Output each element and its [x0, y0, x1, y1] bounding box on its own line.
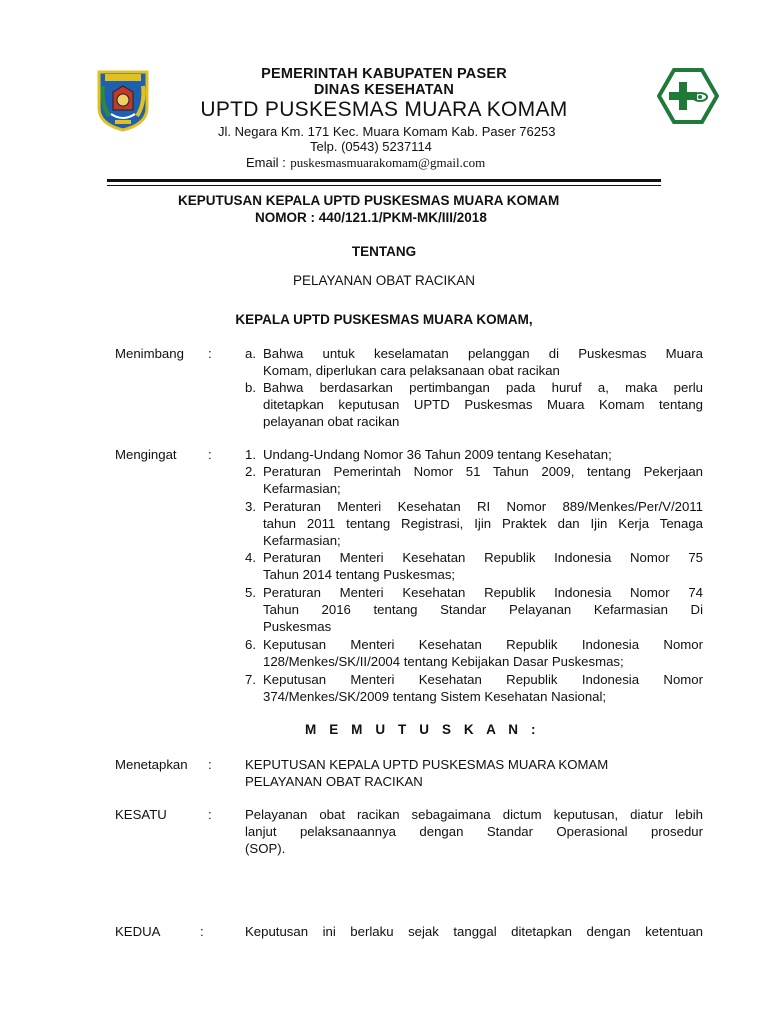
decree-subject: PELAYANAN OBAT RACIKAN: [292, 273, 476, 288]
menimbang-b-line-2: ditetapkan keputusan UPTD Puskesmas Muara Komam tentang: [263, 397, 703, 412]
menetapkan-line-1: KEPUTUSAN KEPALA UPTD PUSKESMAS MUARA KOMAM: [245, 757, 609, 772]
kesatu-label: KESATU: [115, 807, 167, 822]
mengingat-marker-4: 4.: [245, 550, 256, 565]
header-department: DINAS KESEHATAN: [313, 82, 455, 98]
header-government: PEMERINTAH KABUPATEN PASER: [261, 66, 507, 82]
mengingat-5-line-1: Peraturan Menteri Kesehatan Republik Indonesia Nomor 74: [263, 585, 703, 600]
mengingat-6-line-1: Keputusan Menteri Kesehatan Republik Indonesia Nomor: [263, 637, 703, 652]
menimbang-b-line-3: pelayanan obat racikan: [263, 414, 400, 429]
mengingat-4-line-1: Peraturan Menteri Kesehatan Republik Indonesia Nomor 75: [263, 550, 703, 565]
email-address: puskesmasmuarakomam@gmail.com: [290, 155, 486, 170]
kesatu-line-3: (SOP).: [245, 841, 286, 856]
header-institution: UPTD PUSKESMAS MUARA KOMAM: [200, 98, 568, 121]
menimbang-a-line-2: Komam, diperlukan cara pelaksanaan obat racikan: [263, 363, 560, 378]
menetapkan-colon: :: [208, 757, 212, 772]
mengingat-marker-3: 3.: [245, 499, 256, 514]
puskesmas-cross-logo-icon: [657, 68, 719, 124]
mengingat-7-line-2: 374/Menkes/SK/2009 tentang Sistem Kesehatan Nasional;: [263, 689, 607, 704]
mengingat-colon: :: [208, 447, 212, 462]
mengingat-label: Mengingat: [115, 447, 177, 462]
email-label: Email :: [246, 155, 286, 170]
mengingat-6-line-2: 128/Menkes/SK/II/2004 tentang Kebijakan Dasar Puskesmas;: [263, 654, 624, 669]
mengingat-marker-1: 1.: [245, 447, 256, 462]
mengingat-5-line-2: Tahun 2016 tentang Standar Pelayanan Kefarmasian Di: [263, 602, 703, 617]
decree-number: NOMOR : 440/121.1/PKM-MK/III/2018: [255, 210, 487, 225]
mengingat-marker-7: 7.: [245, 672, 256, 687]
menimbang-marker-b: b.: [245, 380, 256, 395]
mengingat-2-line-1: Peraturan Pemerintah Nomor 51 Tahun 2009, tentang Pekerjaan: [263, 464, 703, 479]
mengingat-3-line-3: Kefarmasian;: [263, 533, 341, 548]
mengingat-3-line-1: Peraturan Menteri Kesehatan RI Nomor 889/Menkes/Per/V/2011: [263, 499, 703, 514]
kedua-line-1: Keputusan ini berlaku sejak tanggal ditetapkan dengan ketentuan: [245, 924, 703, 939]
menetapkan-line-2: PELAYANAN OBAT RACIKAN: [245, 774, 423, 789]
menetapkan-label: Menetapkan: [115, 757, 188, 772]
kedua-label: KEDUA: [115, 924, 161, 939]
mengingat-4-line-2: Tahun 2014 tentang Puskesmas;: [263, 567, 456, 582]
mengingat-marker-6: 6.: [245, 637, 256, 652]
menimbang-a-line-1: Bahwa untuk keselamatan pelanggan di Puskesmas Muara: [263, 346, 703, 361]
mengingat-1-line-1: Undang-Undang Nomor 36 Tahun 2009 tentang Kesehatan;: [263, 447, 612, 462]
decree-issuer: KEPALA UPTD PUSKESMAS MUARA KOMAM,: [235, 312, 533, 327]
kesatu-line-1: Pelayanan obat racikan sebagaimana dictum keputusan, diatur lebih: [245, 807, 703, 822]
kedua-colon: :: [200, 924, 204, 939]
mengingat-marker-5: 5.: [245, 585, 256, 600]
header-phone: Telp. (0543) 5237114: [310, 139, 432, 154]
menimbang-marker-a: a.: [245, 346, 256, 361]
mengingat-7-line-1: Keputusan Menteri Kesehatan Republik Indonesia Nomor: [263, 672, 703, 687]
header-email: [246, 154, 485, 172]
mengingat-3-line-2: tahun 2011 tentang Registrasi, Ijin Praktek dan Ijin Kerja Tenaga: [263, 516, 703, 531]
memutuskan-heading: M E M U T U S K A N :: [305, 722, 541, 737]
mengingat-5-line-3: Puskesmas: [263, 619, 332, 634]
menimbang-label: Menimbang: [115, 346, 184, 361]
decree-title: KEPUTUSAN KEPALA UPTD PUSKESMAS MUARA KOMAM: [178, 193, 560, 208]
menimbang-colon: :: [208, 346, 212, 361]
header-address: Jl. Negara Km. 171 Kec. Muara Komam Kab. Paser 76253: [218, 124, 556, 139]
letterhead-rule-thick: [107, 179, 661, 182]
mengingat-2-line-2: Kefarmasian;: [263, 481, 341, 496]
letterhead-rule-thin: [107, 185, 661, 186]
mengingat-marker-2: 2.: [245, 464, 256, 479]
tentang-heading: TENTANG: [351, 244, 417, 259]
kesatu-colon: :: [208, 807, 212, 822]
kesatu-line-2: lanjut pelaksanaannya dengan Standar Operasional prosedur: [245, 824, 703, 839]
menimbang-b-line-1: Bahwa berdasarkan pertimbangan pada huruf a, maka perlu: [263, 380, 703, 395]
